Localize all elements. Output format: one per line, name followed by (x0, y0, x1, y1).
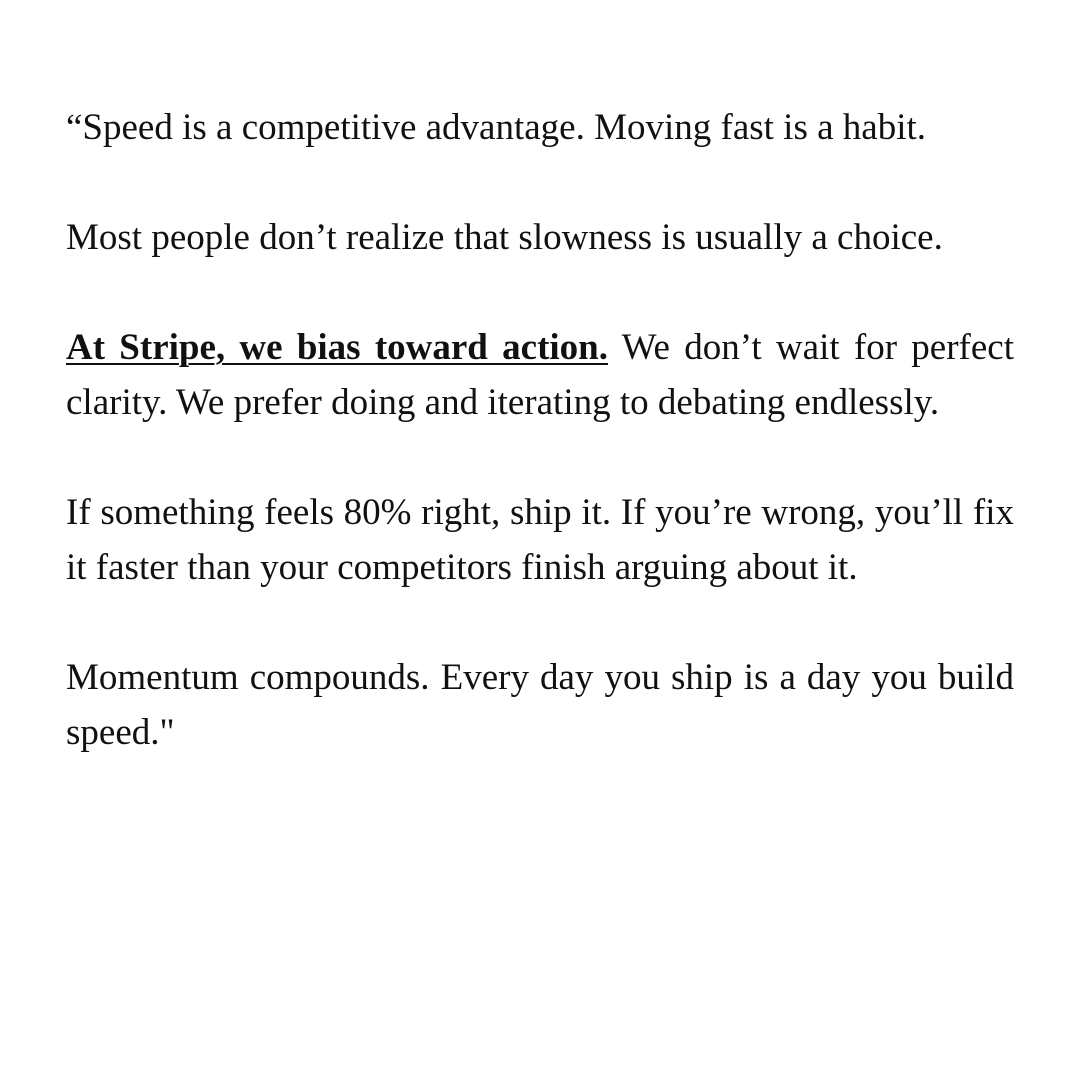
paragraph-momentum: Momentum compounds. Every day you ship is a day you build speed." (66, 657, 1014, 753)
paragraph-slowness-choice: Most people don’t realize that slowness is usually a choice. (66, 217, 943, 258)
quote-block (66, 100, 1014, 760)
emphasized-statement: At Stripe, we bias toward action. (66, 327, 608, 368)
paragraph-ship-it: If something feels 80% right, ship it. If you’re wrong, you’ll fix it faster than your competitors finish arguing about it. (66, 492, 1014, 588)
paragraph-bias-toward-action (66, 320, 1014, 430)
paragraph-speed-habit: “Speed is a competitive advantage. Moving fast is a habit. (66, 107, 927, 148)
paragraph-bias-rest: We don’t wait for perfect clarity. We prefer doing and iterating to debating endlessly. (66, 327, 1014, 423)
